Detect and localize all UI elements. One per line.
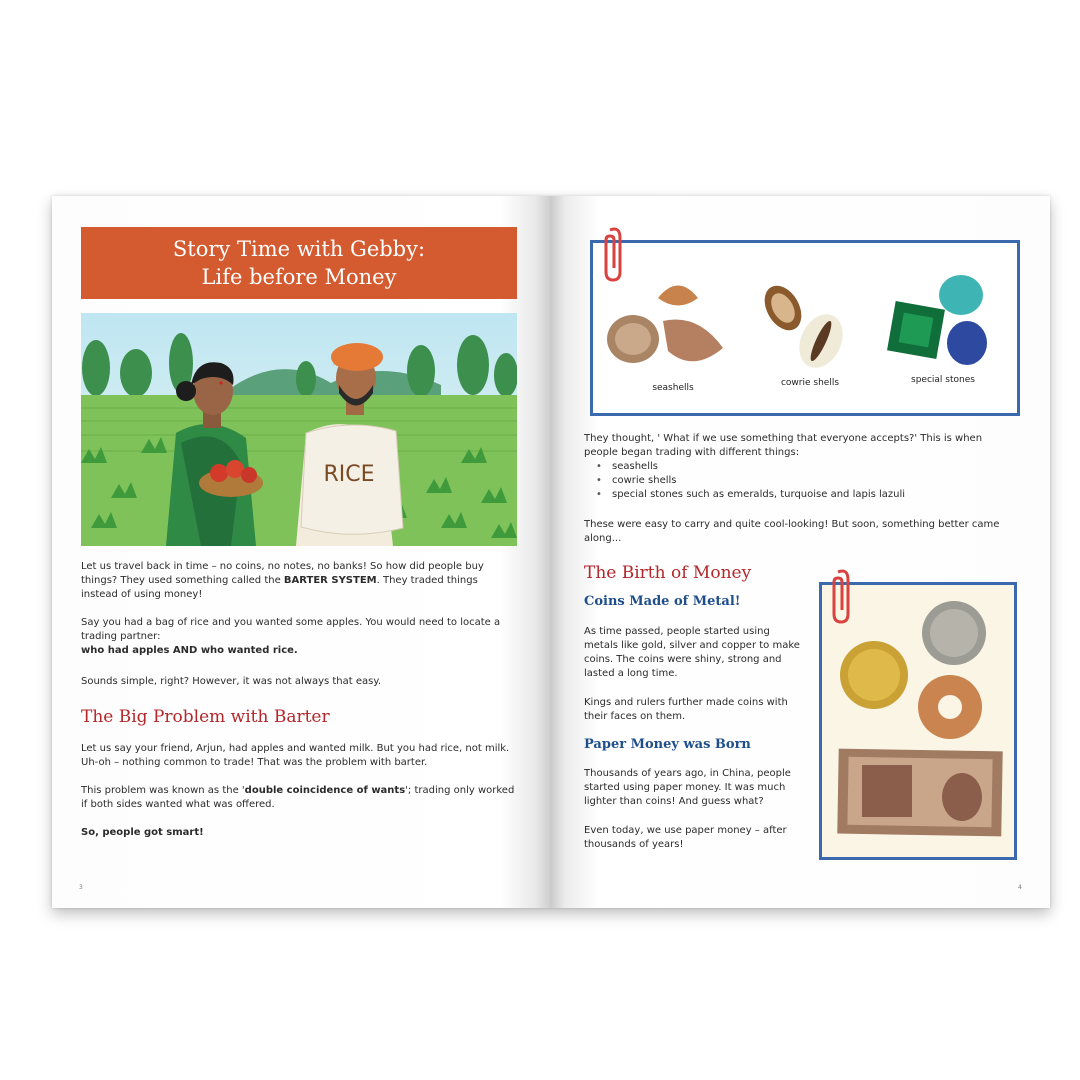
heading-big-problem: The Big Problem with Barter xyxy=(81,707,330,727)
paperclip-icon xyxy=(830,568,854,624)
rice-paragraph: Say you had a bag of rice and you wanted some apples. You would need to locate a trading partner: who had apples AND who wanted rice. xyxy=(81,617,501,656)
page-number-left: 3 xyxy=(79,884,83,891)
simple-paragraph: Sounds simple, right? However, it was not always that easy. xyxy=(81,676,382,687)
heading-coins-metal: Coins Made of Metal! xyxy=(584,594,741,609)
trade-items-list xyxy=(584,460,1014,502)
trade-items-gallery xyxy=(590,240,1020,416)
title-banner xyxy=(81,227,517,299)
metal-paragraph: As time passed, people started using metals like gold, silver and copper to make coins. The coins were shiny, strong and lasted a long time. xyxy=(584,626,800,679)
intro-paragraph: Let us travel back in time – no coins, no notes, no banks! So how did people buy things? They used something called the BARTER SYSTEM. They traded things instead of using money! xyxy=(81,561,484,600)
smart-paragraph: So, people got smart! xyxy=(81,827,204,838)
caption-special-stones: special stones xyxy=(911,375,975,385)
banknote-icon xyxy=(837,749,1002,837)
page-number-right: 4 xyxy=(1018,884,1022,891)
seashell-icon xyxy=(607,286,723,364)
title-line-1: Story Time with Gebby: xyxy=(172,237,426,261)
double-coincidence-paragraph: This problem was known as the 'double coincidence of wants'; trading only worked if both sides wanted what was offered. xyxy=(81,785,515,810)
paper-paragraph: Thousands of years ago, in China, people started using paper money. It was much lighter than coins! And guess what? xyxy=(584,768,791,807)
rice-sack xyxy=(301,425,403,534)
caption-seashells: seashells xyxy=(652,383,694,393)
gemstone-icon xyxy=(887,275,987,365)
caption-cowrie-shells: cowrie shells xyxy=(780,378,840,388)
kings-paragraph: Kings and rulers further made coins with their faces on them. xyxy=(584,697,788,722)
paperclip-icon xyxy=(602,226,626,282)
coin-icon xyxy=(840,601,986,739)
cowrie-shell-icon xyxy=(757,279,851,375)
today-paragraph: Even today, we use paper money – after thousands of years! xyxy=(584,825,787,850)
accept-paragraph: They thought, ' What if we use something that everyone accepts?' This is when people began trading with different things: xyxy=(584,433,983,458)
right-page xyxy=(550,196,1050,908)
sack-label: RICE xyxy=(323,462,375,487)
left-page xyxy=(52,196,550,908)
arjun-paragraph: Let us say your friend, Arjun, had apples and wanted milk. But you had rice, not milk. Uh-oh – nothing common to trade! That was the problem with barter. xyxy=(81,743,510,768)
list-item: • seashells xyxy=(584,460,1014,474)
title-line-2: Life before Money xyxy=(201,265,397,289)
heading-birth-of-money: The Birth of Money xyxy=(584,563,752,583)
barter-illustration xyxy=(81,313,517,546)
list-item: • cowrie shells xyxy=(584,474,1014,488)
heading-paper-money: Paper Money was Born xyxy=(584,737,751,752)
list-item: • special stones such as emeralds, turquoise and lapis lazuli xyxy=(584,488,1014,502)
open-book xyxy=(52,196,1050,908)
cool-looking-paragraph: These were easy to carry and quite cool-looking! But soon, something better came along... xyxy=(584,519,1000,544)
